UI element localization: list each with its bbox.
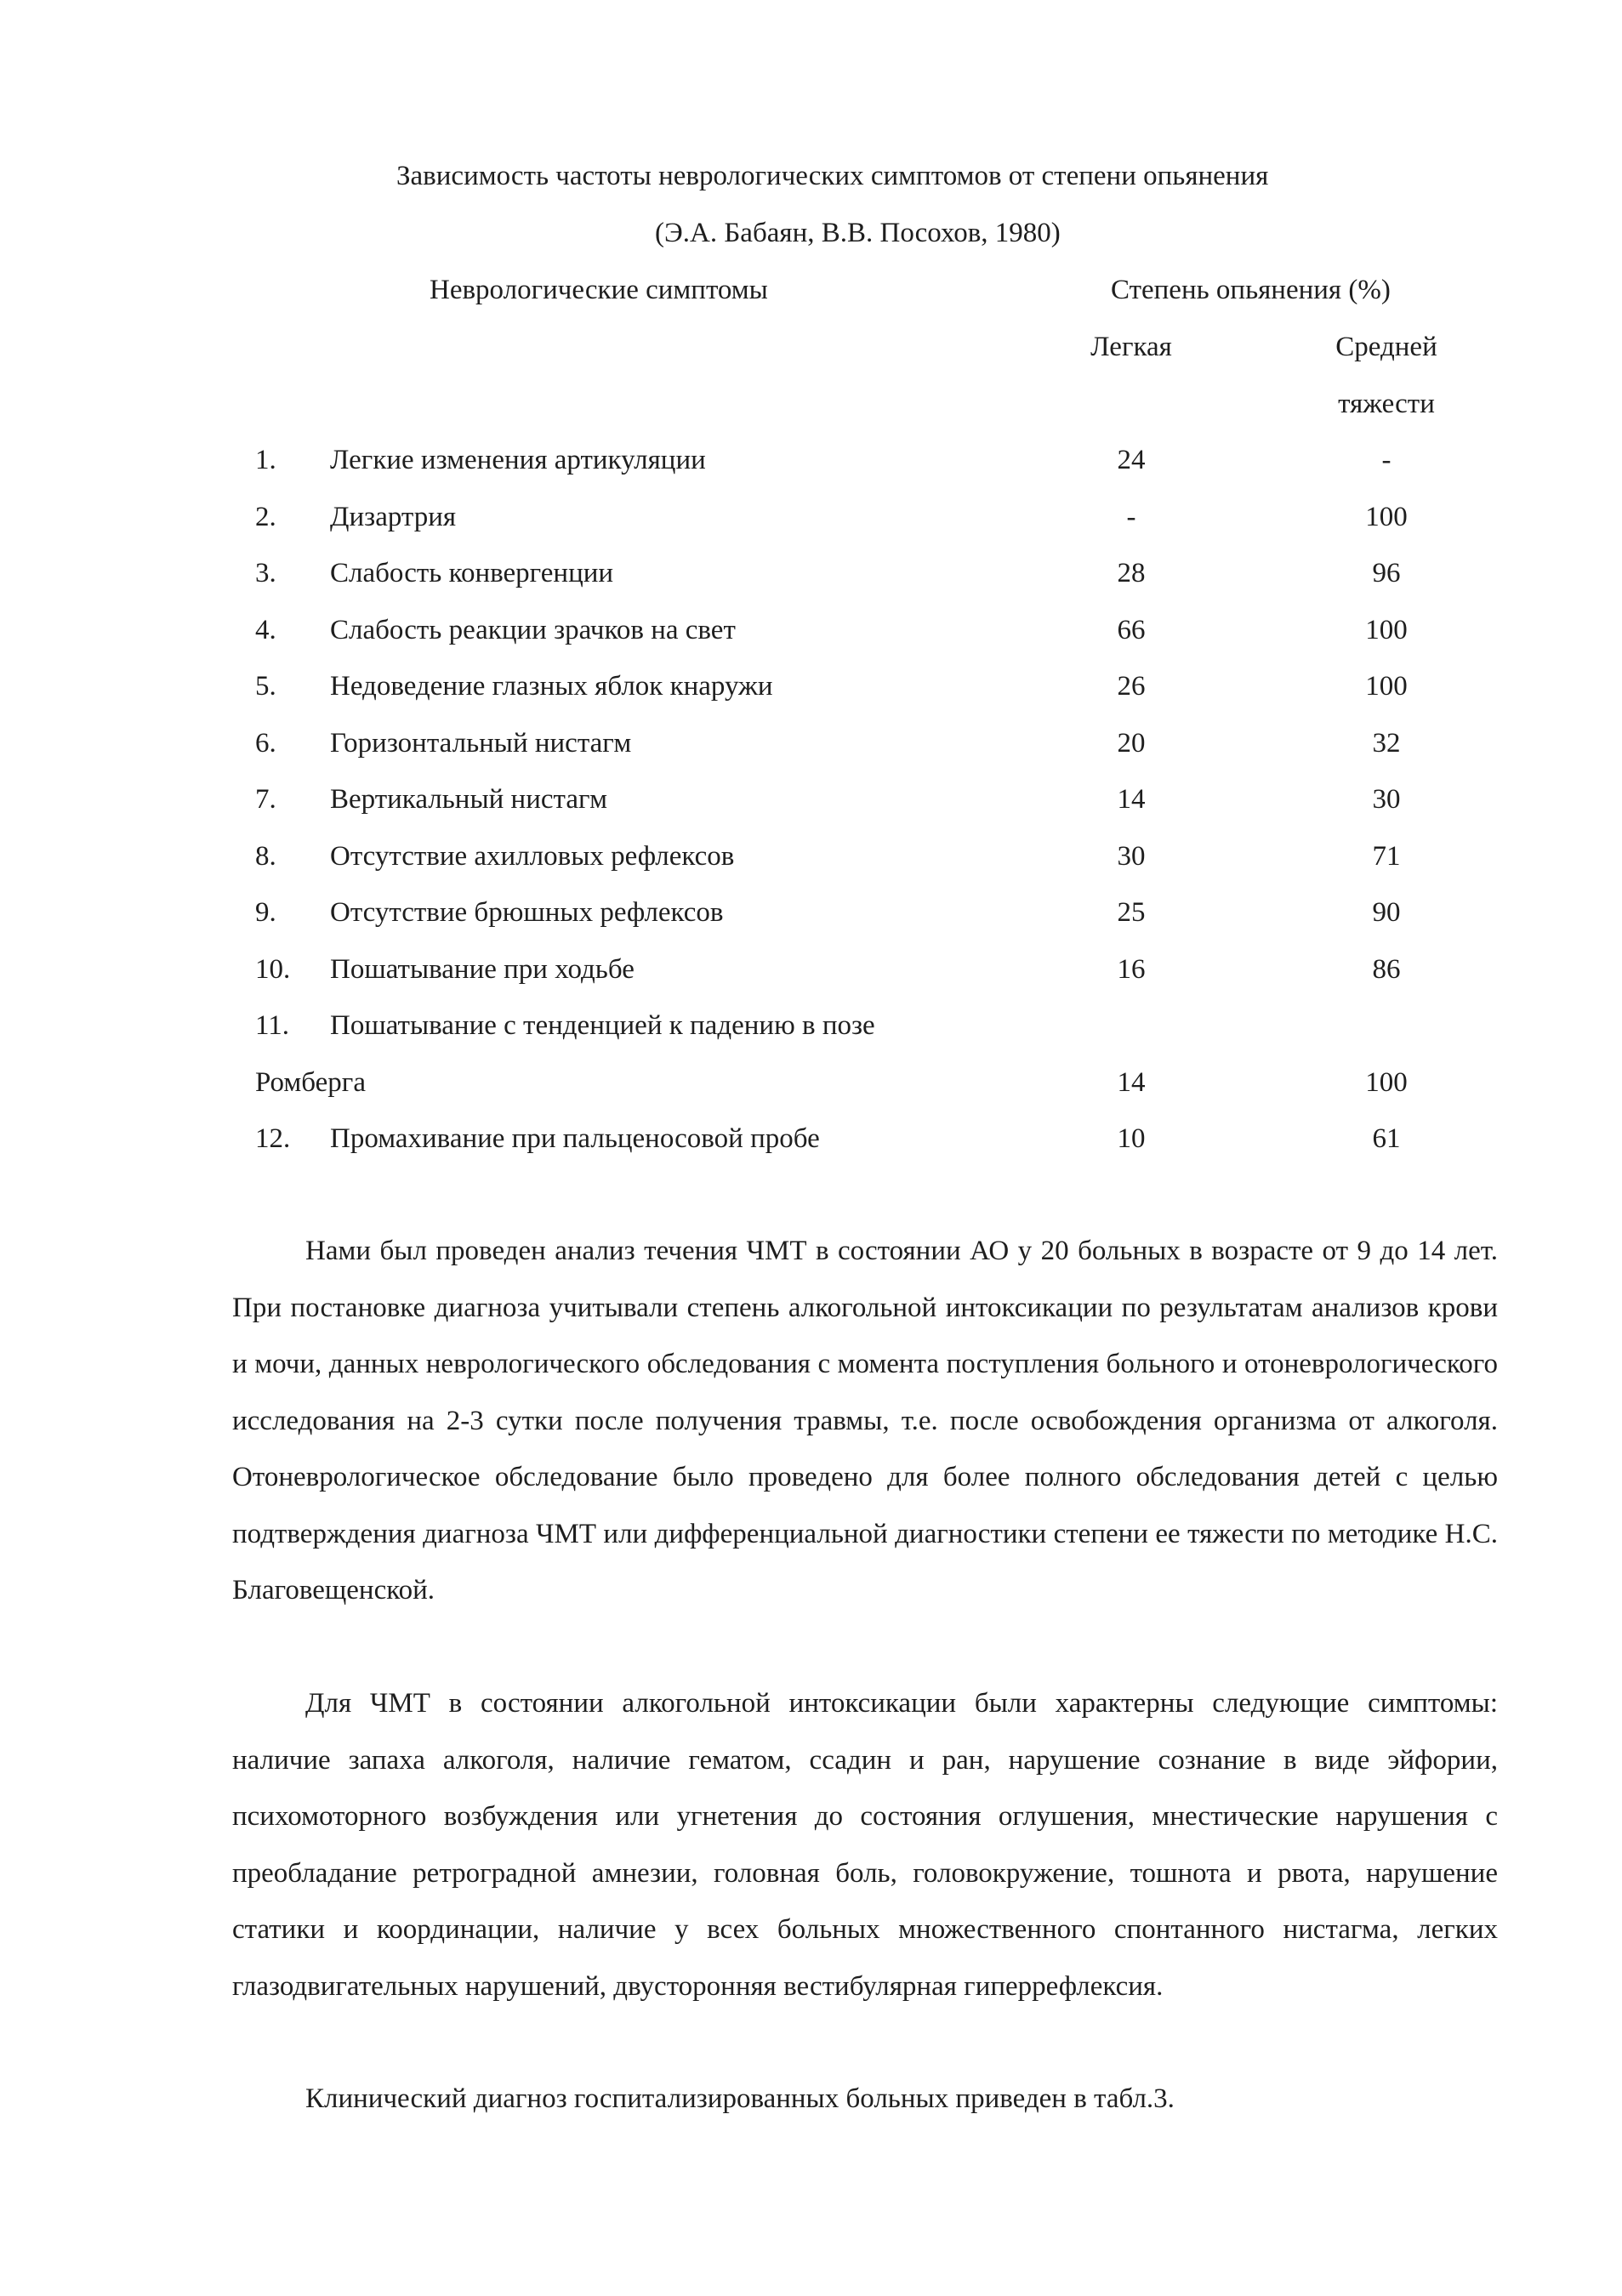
row-number: 11.: [255, 1010, 290, 1041]
paragraph-symptoms: Для ЧМТ в состоянии алкогольной интоксикации были характерны следующие симптомы: наличие запаха алкоголя, наличие гематом, ссадин и ран, нарушение сознание в виде эйфории, психомоторного возбуждения или угнетения до состояния оглушения, мнестические нарушения с преобладание ретроградной амнезии, головная боль, головокружение, тошнота и рвота, нарушение статики и координации, наличие у всех больных множественного спонтанного нистагма, легких глазодвигательных нарушений, двусторонняя вестибулярная гиперрефлексия.: [232, 1688, 1498, 2002]
row-light: 20: [1117, 728, 1146, 759]
row-symptom: Отсутствие брюшных рефлексов: [330, 897, 724, 928]
row-medium: 71: [1372, 841, 1401, 872]
row-symptom: Горизонтальный нистагм: [330, 728, 632, 759]
row-symptom: Отсутствие ахилловых рефлексов: [330, 841, 735, 872]
row-number: 1.: [255, 445, 276, 475]
row-symptom: Дизартрия: [330, 502, 457, 532]
header-symptoms: Неврологические симптомы: [430, 275, 768, 305]
row-light: 10: [1117, 1123, 1146, 1154]
row-medium: 100: [1365, 502, 1408, 532]
row-number: 9.: [255, 897, 276, 928]
header-degree: Степень опьянения (%): [1111, 275, 1391, 305]
row-number: 8.: [255, 841, 276, 872]
row-medium: 86: [1372, 954, 1401, 985]
row-medium: 96: [1372, 558, 1401, 588]
row-medium: -: [1381, 445, 1392, 475]
row-number: 4.: [255, 615, 276, 645]
row-symptom: Слабость реакции зрачков на свет: [330, 615, 736, 645]
row-light: 14: [1117, 1067, 1146, 1098]
row-light: 26: [1117, 671, 1146, 702]
table-title: Зависимость частоты неврологических симптомов от степени опьянения: [396, 161, 1269, 191]
paragraph-analysis: Нами был проведен анализ течения ЧМТ в состоянии АО у 20 больных в возрасте от 9 до 14 лет. При постановке диагноза учитывали степень алкогольной интоксикации по результатам анализов крови и мочи, данных неврологического обследования с момента поступления больного и отоневрологического исследования на 2-3 сутки после получения травмы, т.е. после освобождения организма от алкоголя. Отоневрологическое обследование было проведено для более полного обследования детей с целью подтверждения диагноза ЧМТ или дифференциальной диагностики степени ее тяжести по методике Н.С. Благовещенской.: [232, 1236, 1498, 1605]
row-number: 7.: [255, 784, 276, 815]
row-symptom-cont: Ромберга: [255, 1067, 366, 1098]
row-number: 3.: [255, 558, 276, 588]
row-medium: 90: [1372, 897, 1401, 928]
row-number: 5.: [255, 671, 276, 702]
row-symptom: Пошатывание с тенденцией к падению в позе: [330, 1010, 875, 1041]
row-light: 16: [1117, 954, 1146, 985]
row-symptom: Вертикальный нистагм: [330, 784, 607, 815]
row-symptom: Промахивание при пальценосовой пробе: [330, 1123, 820, 1154]
row-symptom: Легкие изменения артикуляции: [330, 445, 706, 475]
header-light: Легкая: [1090, 332, 1172, 362]
paragraph-diagnosis: Клинический диагноз госпитализированных больных приведен в табл.3.: [305, 2083, 1175, 2114]
row-number: 12.: [255, 1123, 291, 1154]
row-medium: 100: [1365, 1067, 1408, 1098]
row-light: 28: [1117, 558, 1146, 588]
table-source: (Э.А. Бабаян, В.В. Посохов, 1980): [655, 218, 1061, 248]
header-medium-cont: тяжести: [1338, 389, 1435, 419]
header-medium: Средней: [1335, 332, 1437, 362]
row-medium: 100: [1365, 671, 1408, 702]
row-medium: 32: [1372, 728, 1401, 759]
row-symptom: Слабость конвергенции: [330, 558, 614, 588]
row-symptom: Пошатывание при ходьбе: [330, 954, 635, 985]
row-symptom: Недоведение глазных яблок кнаружи: [330, 671, 773, 702]
row-medium: 100: [1365, 615, 1408, 645]
row-number: 6.: [255, 728, 276, 759]
row-light: 25: [1117, 897, 1146, 928]
row-light: 66: [1117, 615, 1146, 645]
row-medium: 61: [1372, 1123, 1401, 1154]
row-medium: 30: [1372, 784, 1401, 815]
row-light: 14: [1117, 784, 1146, 815]
row-number: 2.: [255, 502, 276, 532]
row-number: 10.: [255, 954, 291, 985]
row-light: 24: [1117, 445, 1146, 475]
row-light: -: [1126, 502, 1136, 532]
row-light: 30: [1117, 841, 1146, 872]
